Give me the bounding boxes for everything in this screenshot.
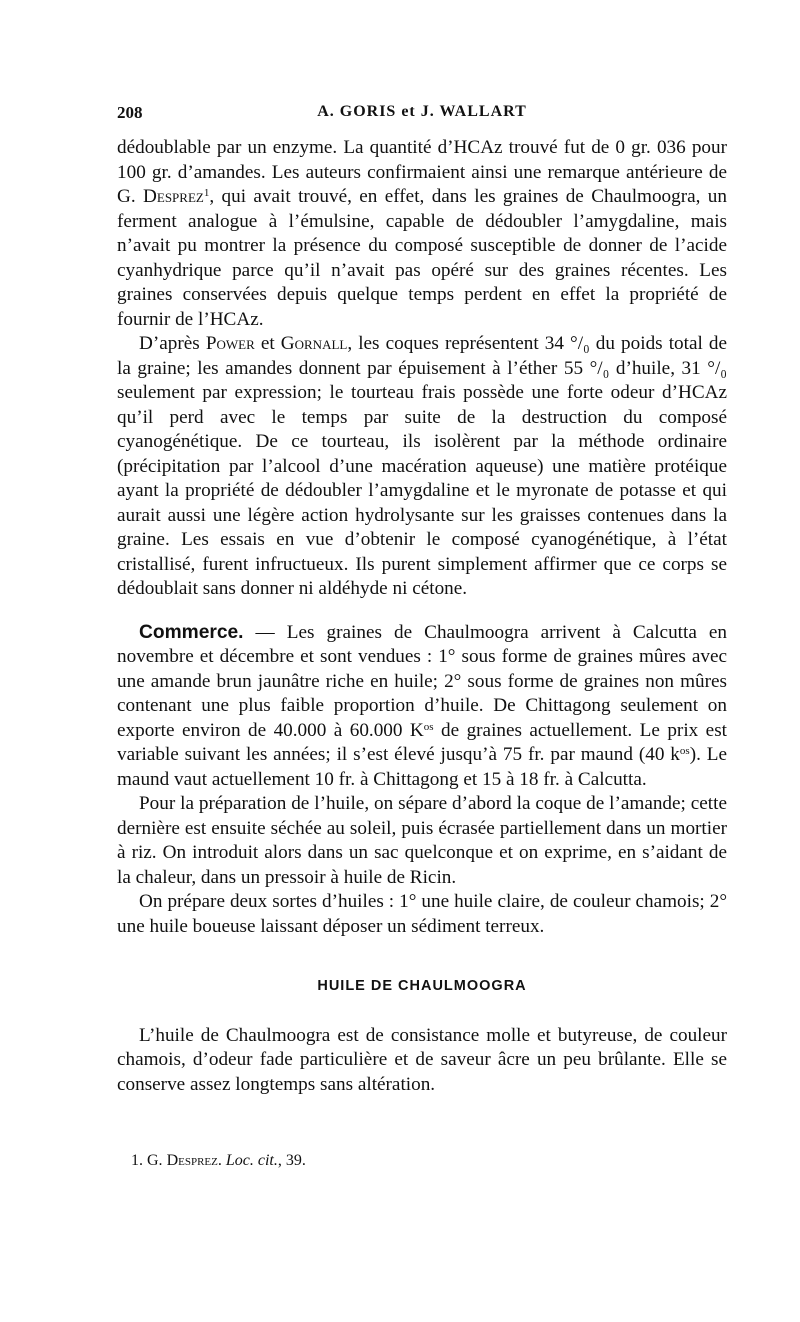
body-text: [117, 136, 727, 1097]
text-run: .: [217, 1152, 226, 1169]
paragraph-preparation: Pour la préparation de l’huile, on sépare d’abord la coque de l’amande; cette dernière est ensuite séchée au soleil, puis écrasée partiellement dans un mortier à riz. On introduit alors dans un sac quelconque et on exprime, en s’aidant de la chaleur, dans un pressoir à huile de Ricin.: [117, 793, 727, 888]
text-run: , qui avait trouvé, en effet, dans les graines de Chaulmoogra, un ferment analogue à l’émulsine, capable de dédoubler l’amygdaline, mais n’avait pu montrer la présence du composé susceptible de donner de l’acide cyanhydrique parce qu’il n’avait pas opéré sur des graines récentes. Les graines conservées depuis quelque temps perdent en effet la propriété de fournir de l’HCAz.: [117, 186, 727, 330]
superscript: os: [679, 745, 690, 757]
section-heading: Commerce.: [139, 621, 244, 643]
paragraph-enzyme: [117, 136, 727, 332]
author-name: Gornall: [280, 333, 348, 354]
author-name: Desprez: [143, 186, 204, 207]
text-run: de graines actuellement. Le prix est variable suivant les années; il s’est élevé jusqu’à 75 fr. par maund (40 k: [117, 719, 727, 765]
author-name: Desprez: [166, 1152, 218, 1169]
superscript: os: [423, 720, 434, 733]
text-run: dédoublable par un enzyme. La quantité d’HCAz trouvé fut de 0 gr. 036 pour 100 gr. d’amandes. Les auteurs confirmaient ainsi une remarque antérieure de G.: [117, 137, 727, 207]
text-run: D’après: [139, 333, 206, 354]
paragraph-oil-types: On prépare deux sortes d’huiles : 1° une huile claire, de couleur chamois; 2° une huile boueuse laissant déposer un sédiment terreux.: [117, 891, 727, 937]
text-run: 1. G.: [131, 1152, 167, 1169]
text-run: ). Le maund vaut actuellement 10 fr. à Chittagong et 15 à 18 fr. à Calcutta.: [117, 744, 727, 790]
page-number: 208: [117, 103, 143, 122]
paragraph-oil-description: L’huile de Chaulmoogra est de consistance molle et butyreuse, de couleur chamois, d’odeur fade particulière et de saveur âcre un peu brûlante. Elle se conserve assez longtemps sans altération.: [117, 1024, 727, 1095]
text-run: , les coques représentent 34 °/₀ du poids total de la graine; les amandes donnent par épuisement à l’éther 55 °/₀ d’huile, 31 °/₀ seulement par expression; le tourteau frais possède une forte odeur d’HCAz qu’il perd avec le temps par suite de la destruction du composé cyanogénétique. De ce tourteau, ils isolèrent par la méthode ordinaire (précipitation par l’alcool d’une macération aqueuse) une matière protéique ayant la propriété de dédoubler l’amygdaline et le myronate de potasse et qui aurait aussi une légère action hydrolysante sur les graisses contenues dans la graine. Les essais en vue d’obtenir le composé cyanogénétique, à l’état cristallisé, furent infructueux. Ils purent simplement affirmer que ce corps se dédoublait sans donner ni aldéhyde ni cétone.: [117, 333, 727, 599]
page-header: [117, 103, 727, 127]
paragraph-power-gornall: [117, 332, 727, 602]
citation: Loc. cit.: [225, 1152, 278, 1169]
text-run: — Les graines de Chaulmoogra arrivent à Calcutta en novembre et décembre et sont vendues : 1° sous forme de graines mûres avec une amande brun jaunâtre riche en huile; 2° sous forme de graines non mûres contenant une plus faible proportion d’huile. De Chittagong seulement on exporte environ de 40.000 à 60.000 K: [117, 621, 727, 741]
text-run: , 39.: [277, 1152, 306, 1169]
subheading: HUILE DE CHAULMOOGRA: [317, 978, 527, 994]
footnote-ref[interactable]: 1: [203, 187, 210, 199]
author-name: Power: [205, 333, 255, 354]
running-title: A. GORIS et J. WALLART: [317, 103, 527, 120]
text-run: et: [254, 333, 281, 354]
footnote: [117, 1150, 727, 1172]
paragraph-commerce: [117, 621, 727, 793]
